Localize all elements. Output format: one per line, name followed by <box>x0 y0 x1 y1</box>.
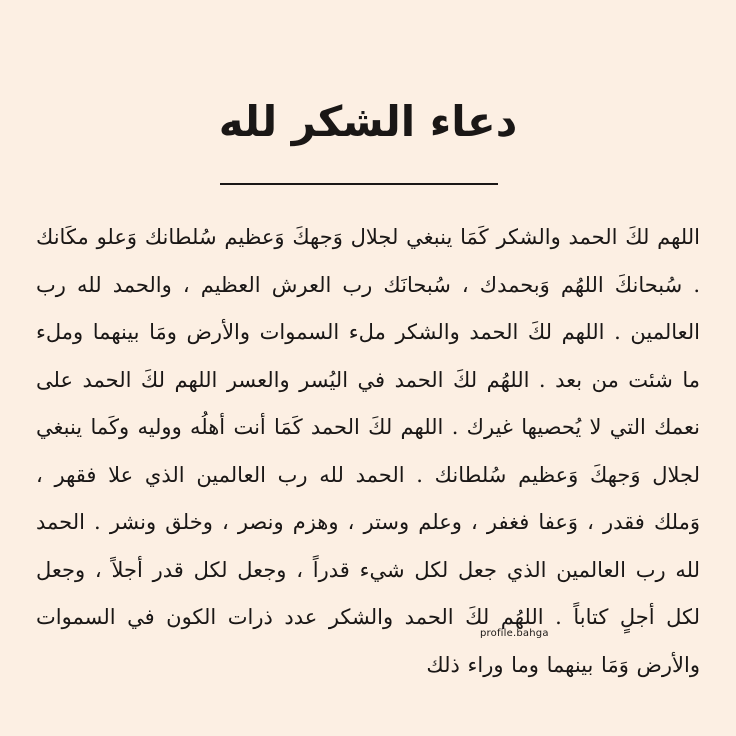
page-title: دعاء الشكر لله <box>218 97 518 146</box>
title-divider <box>220 183 498 185</box>
watermark: profile.bahga <box>480 628 549 639</box>
dua-body-text: اللهم لكَ الحمد والشكر كَمَا ينبغي لجلال وَجهكَ وَعظيم سُلطانك وَعلو مكَانك . سُبحانكَ اللهُم وَبحمدك ، سُبحانَك رب العرش العظيم ، والحمد لله رب العالمين . اللهم لكَ الحمد والشكر ملء السموات والأرض ومَا بينهما وملء ما شئت من بعد . اللهُم لكَ الحمد في اليُسر والعسر اللهم لكَ الحمد على نعمك التي لا يُحصيها غيرك . اللهم لكَ الحمد كَمَا أنت أهلُه ووليه وكَما ينبغي لجلال وَجهكَ وَعظيم سُلطانك . الحمد لله رب العالمين الذي علا فقهر ، وَملك فقدر ، وَعفا فغفر ، وعلم وستر ، وهزم ونصر ، وخلق ونشر . الحمد لله رب العالمين الذي جعل لكل شيء قدراً ، وجعل لكل قدر أجلاً ، وجعل لكل أجلٍ كتاباً . اللهُم لكَ الحمد والشكر عدد ذرات الكون في السموات والأرض وَمَا بينهما وما وراء ذلك <box>36 225 700 677</box>
